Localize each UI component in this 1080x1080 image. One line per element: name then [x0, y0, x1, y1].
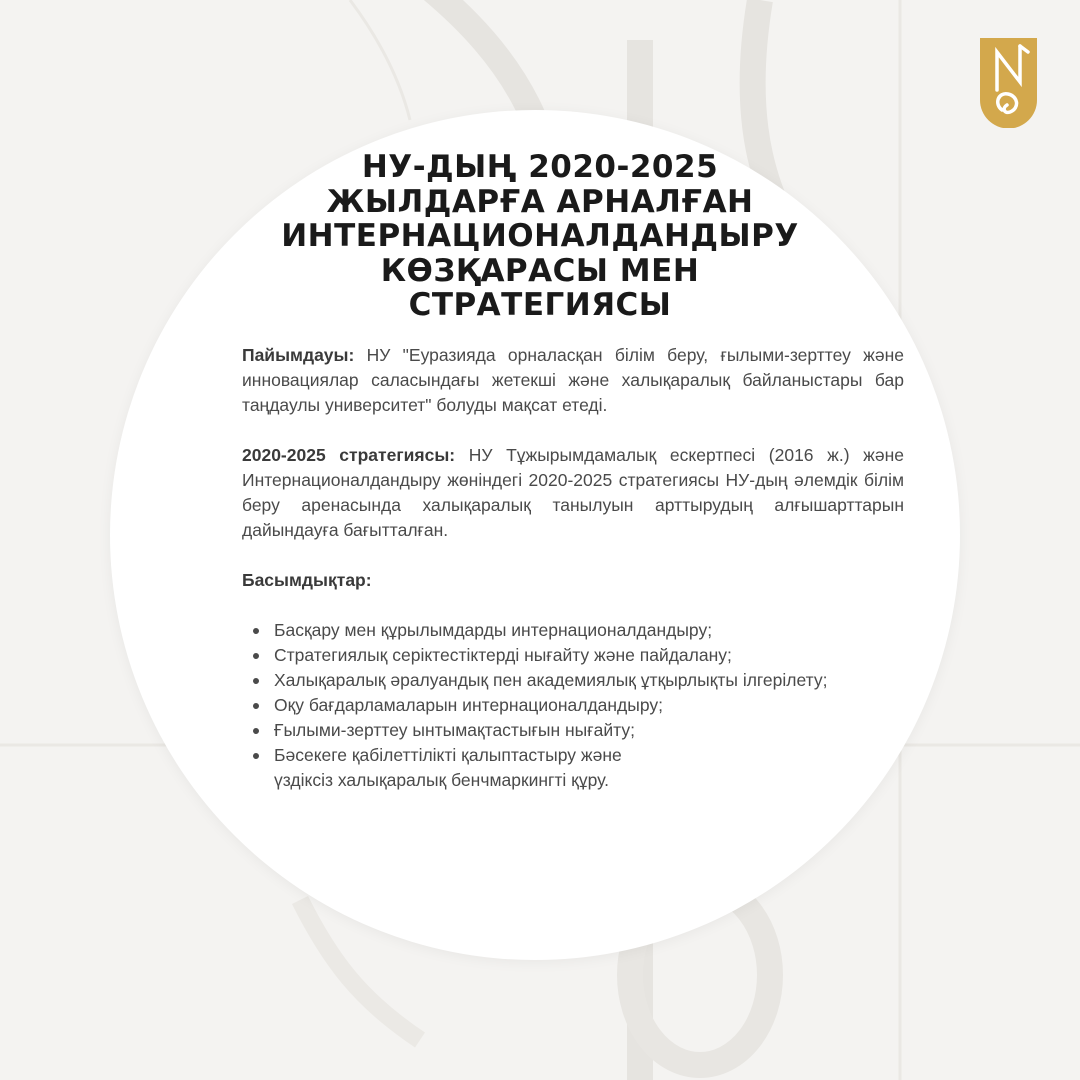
content-body: [242, 343, 904, 793]
list-item: Ғылыми-зерттеу ынтымақтастығын нығайту;: [274, 718, 904, 743]
list-item: Оқу бағдарламаларын интернационалдандыру;: [274, 693, 904, 718]
strategy-label: 2020-2025 стратегиясы:: [242, 445, 456, 465]
title-line: ИНТЕРНАЦИОНАЛДАНДЫРУ: [281, 218, 799, 254]
title-line: НУ-ДЫҢ 2020-2025: [361, 149, 719, 185]
priorities-list: [242, 618, 904, 793]
strategy-text: НУ Тұжырымдамалық ескертпесі (2016 ж.) және Интернационалдандыру жөніндегі 2020-2025 стратегиясы НУ-дың әлемдік білім беру аренасында халықаралық танылуын арттырудың алғышарттарын дайындауға бағытталған.: [242, 445, 904, 540]
priorities-heading: Басымдықтар:: [242, 570, 372, 590]
title-line: КӨЗҚАРАСЫ МЕН: [380, 252, 700, 289]
strategy-paragraph: [242, 443, 904, 543]
list-item-line: Бәсекеге қабілеттілікті қалыптастыру және: [274, 745, 622, 765]
vision-text: НУ "Еуразияда орналасқан білім беру, ғылыми-зерттеу және инновациялар саласындағы жетекші және халықаралық байланыстары бар таңдаулы университет" болуды мақсат етеді.: [242, 345, 904, 415]
vision-label: Пайымдауы:: [242, 345, 355, 365]
list-item: Стратегиялық серіктестіктерді нығайту және пайдалану;: [274, 643, 904, 668]
vision-paragraph: [242, 343, 904, 418]
nu-monogram-logo-icon: [980, 38, 1037, 128]
list-item: [274, 743, 904, 793]
page-title: [240, 150, 840, 323]
list-item: Басқару мен құрылымдарды интернационалдандыру;: [274, 618, 904, 643]
list-item-line: үздіксіз халықаралық бенчмаркингті құру.: [274, 770, 609, 790]
title-line: СТРАТЕГИЯСЫ: [408, 287, 672, 323]
list-item: Халықаралық әралуандық пен академиялық ұтқырлықты ілгерілету;: [274, 668, 904, 693]
title-line: ЖЫЛДАРҒА АРНАЛҒАН: [326, 183, 754, 220]
